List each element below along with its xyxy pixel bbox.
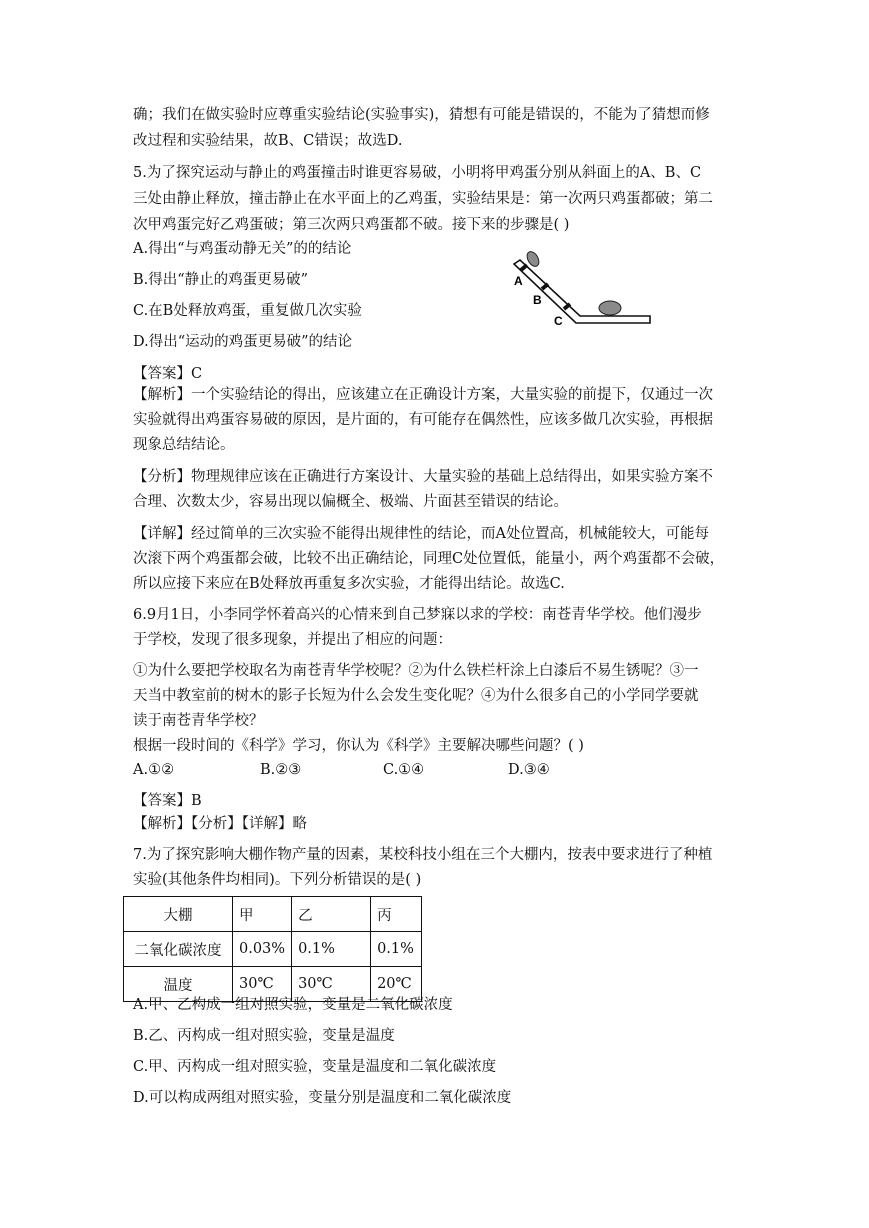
question-6-line-1: 6.9月1日，小李同学怀着高兴的心情来到自己梦寐以求的学校：南苍青华学校。他们漫步: [133, 607, 702, 623]
question-5-line-2: 三处由静止释放，撞击静止在水平面上的乙鸡蛋，实验结果是：第一次两只鸡蛋都破；第二: [133, 191, 713, 207]
explanation-6: 【解析】【分析】【详解】略: [133, 816, 307, 832]
table-cell: 0.03%: [233, 932, 292, 967]
question-5-line-3: 次甲鸡蛋完好乙鸡蛋破；第三次两只鸡蛋都不破。接下来的步骤是( ): [133, 217, 570, 233]
table-cell: 30℃: [292, 967, 371, 1002]
table-cell: 0.1%: [371, 932, 422, 967]
line-2: 改过程和实验结果，故B、C错误；故选D.: [133, 133, 403, 149]
detail-5-line-1: 【详解】经过简单的三次实验不能得出规律性的结论，而A处位置高，机械能较大，可能每: [133, 526, 709, 542]
experiment-table: [123, 896, 422, 1002]
ramp-shape: [514, 260, 650, 323]
question-6-line-2: 于学校，发现了很多现象，并提出了相应的问题：: [133, 632, 452, 648]
question-5-line-1: 5.为了探究运动与静止的鸡蛋撞击时谁更容易破，小明将甲鸡蛋分别从斜面上的A、B、C: [133, 165, 702, 181]
q6-option-a: A.①②: [133, 762, 175, 778]
q7-option-b: B.乙、丙构成一组对照实验，变量是温度: [133, 1028, 395, 1044]
answer-5: 【答案】C: [133, 366, 203, 382]
question-6-line-4: 天当中教室前的树木的影子长短为什么会发生变化呢？④为什么很多自己的小学同学要就: [133, 688, 699, 704]
q6-option-d: D.③④: [508, 762, 550, 778]
answer-6: 【答案】B: [133, 793, 202, 809]
label-b: B: [533, 293, 542, 307]
table-cell: 二氧化碳浓度: [124, 932, 233, 967]
detail-5-line-3: 所以应接下来应在B处释放再重复多次实验，才能得出结论。故选C.: [133, 576, 565, 592]
table-cell: 0.1%: [292, 932, 371, 967]
q5-option-b: B.得出“静止的鸡蛋更易破”: [133, 272, 309, 288]
question-6-line-6: 根据一段时间的《科学》学习，你认为《科学》主要解决哪些问题？( ): [133, 738, 584, 754]
explanation-5-line-1: 【解析】一个实验结论的得出，应该建立在正确设计方案，大量实验的前提下，仅通过一次: [133, 387, 713, 403]
q6-option-b: B.②③: [260, 762, 302, 778]
slope-egg-figure: [510, 248, 658, 330]
q7-option-d: D.可以构成两组对照实验，变量分别是温度和二氧化碳浓度: [133, 1090, 512, 1106]
label-c: C: [554, 314, 563, 328]
detail-5-line-2: 次滚下两个鸡蛋都会破，比较不出正确结论，同理C处位置低，能量小，两个鸡蛋都不会破，: [133, 551, 725, 567]
question-7-line-1: 7.为了探究影响大棚作物产量的因素，某校科技小组在三个大棚内，按表中要求进行了种植: [133, 847, 713, 863]
table-cell: 温度: [124, 967, 233, 1002]
analysis-5-line-2: 合理、次数太少，容易出现以偏概全、极端、片面甚至错误的结论。: [133, 494, 568, 510]
q7-option-a: A.甲、乙构成一组对照实验，变量是二氧化碳浓度: [133, 997, 453, 1013]
q5-option-d: D.得出“运动的鸡蛋更易破”的结论: [133, 334, 353, 350]
question-6-line-5: 读于南苍青华学校？: [133, 713, 264, 729]
table-cell: 乙: [292, 897, 371, 932]
analysis-5-line-1: 【分析】物理规律应该在正确进行方案设计、大量实验的基础上总结得出，如果实验方案不: [133, 469, 713, 485]
q5-option-a: A.得出“与鸡蛋动静无关”的的结论: [133, 241, 352, 257]
table-cell: 20℃: [371, 967, 422, 1002]
table-cell: 甲: [233, 897, 292, 932]
table-row: [124, 897, 422, 932]
table-cell: 大棚: [124, 897, 233, 932]
q6-option-c: C.①④: [383, 762, 425, 778]
question-6-line-3: ①为什么要把学校取名为南苍青华学校呢？②为什么铁栏杆涂上白漆后不易生锈呢？③一: [133, 663, 699, 679]
table-cell: 丙: [371, 897, 422, 932]
q7-option-c: C.甲、丙构成一组对照实验，变量是温度和二氧化碳浓度: [133, 1059, 497, 1075]
table-row: [124, 932, 422, 967]
label-a: A: [514, 274, 523, 288]
question-7-line-2: 实验(其他条件均相同)。下列分析错误的是( ): [133, 872, 422, 888]
q5-option-c: C.在B处释放鸡蛋，重复做几次实验: [133, 303, 362, 319]
line-1: 确；我们在做实验时应尊重实验结论(实验事实)，猜想有可能是错误的，不能为了猜想而修: [133, 107, 710, 123]
table-cell: 30℃: [233, 967, 292, 1002]
explanation-5-line-2: 实验就得出鸡蛋容易破的原因，是片面的，有可能存在偶然性，应该多做几次实验，再根据: [133, 412, 713, 428]
egg-bottom: [599, 301, 621, 315]
explanation-5-line-3: 现象总结结论。: [133, 437, 235, 453]
